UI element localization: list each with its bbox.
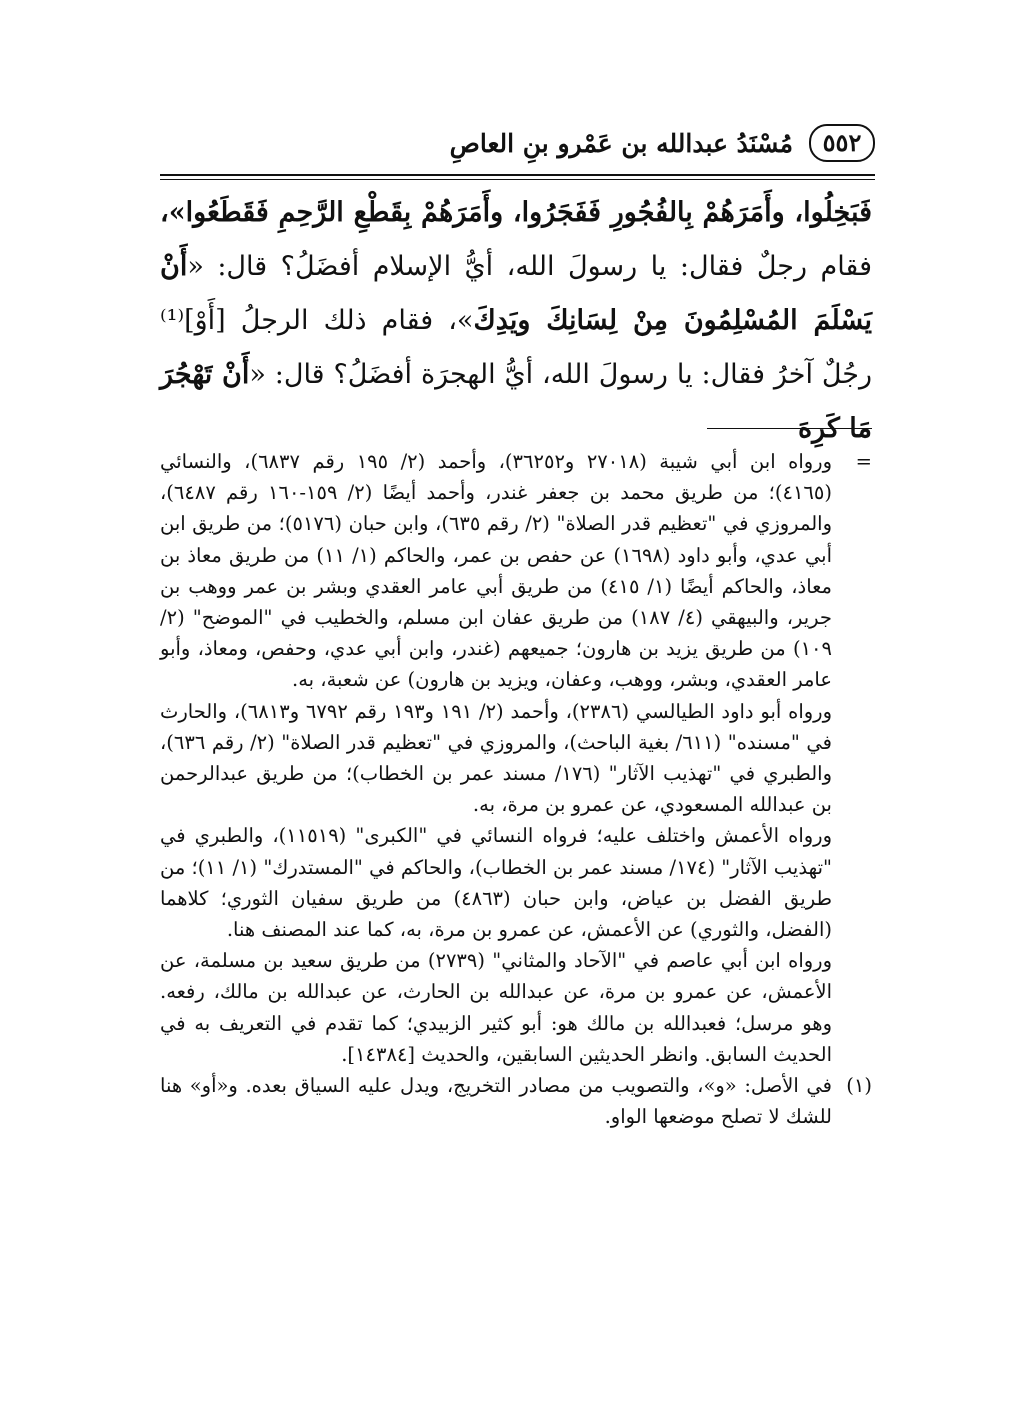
footnote-body (160, 1070, 832, 1132)
narration-text-segment: »، فقام ذلك الرجلُ [أَوْ]⁽¹⁾ رجُلٌ آخرُ فقال: يا رسولَ الله، أيُّ الهجرَة أفضَلُ؟ قال: « (160, 305, 873, 390)
page-header (160, 118, 875, 178)
header-rule-thin (160, 179, 875, 180)
footnote-paragraph: في الأصل: «و»، والتصويب من مصادر التخريج، ويدل عليه السياق بعده. و«أو» هنا للشك لا تصلح موضعها الواو. (160, 1074, 832, 1129)
footnote-body (160, 446, 832, 1070)
hadith-text-segment: أَنْ تَهْجُرَ مَا كَرِهَ (160, 359, 872, 444)
footnote-separator (707, 428, 872, 429)
header-rule-thick (160, 174, 875, 176)
footnote-paragraph: ورواه ابن أبي عاصم في "الآحاد والمثاني" (٢٧٣٩) من طريق سعيد بن مسلمة، عن الأعمش، عن عمرو بن مرة، عن عبدالله بن الحارث، عن عبدالله بن مالك، رفعه. وهو مرسل؛ فعبدالله بن مالك هو: أبو كثير الزبيدي؛ كما تقدم في التعريف به في الحديث السابق. وانظر الحديثين السابقين، والحديث [١٤٣٨٤]. (160, 949, 832, 1066)
footnote-continued (160, 446, 872, 1070)
main-text (160, 186, 872, 456)
footnote-marker: (١) (846, 1074, 872, 1098)
running-title: مُسْنَدُ عبدالله بن عَمْرو بنِ العاصِ (449, 129, 793, 158)
hadith-text-segment: أَنْ يَسْلَمَ المُسْلِمُونَ مِنْ لِسَانِكَ ويَدِكَ (160, 251, 872, 336)
narration-text-segment: فقام رجلٌ فقال: يا رسولَ الله، أيُّ الإسلام أفضَلُ؟ قال: « (187, 251, 872, 282)
page-number: ٥٥٢ (809, 124, 875, 162)
hadith-text-segment: فَبَخِلُوا، وأَمَرَهُمْ بِالفُجُورِ فَفَجَرُوا، وأَمَرَهُمْ بِقَطْعِ الرَّحِمِ فَقَطَعُوا»، (160, 197, 872, 228)
footnote-paragraph: ورواه أبو داود الطيالسي (٢٣٨٦)، وأحمد (٢/ ١٩١ و١٩٣ رقم ٦٧٩٢ و٦٨١٣)، والحارث في "مسنده" (٦١١/ بغية الباحث)، والمروزي في "تعظيم قدر الصلاة" (٢/ رقم ٦٣٦)، والطبري في "تهذيب الآثار" (١٧٦/ مسند عمر بن الخطاب)؛ من طريق عبدالرحمن بن عبدالله المسعودي، عن عمرو بن مرة، به. (160, 699, 833, 817)
footnote-paragraph: ورواه الأعمش واختلف عليه؛ فرواه النسائي في "الكبرى" (١١٥١٩)، والطبري في "تهذيب الآثار" (١٧٤/ مسند عمر بن الخطاب)، والحاكم في "المستدرك" (١/ ١١)؛ من طريق الفضل بن عياض، وابن حبان (٤٨٦٣) من طريق سفيان الثوري؛ كلاهما (الفضل، والثوري) عن الأعمش، عن عمرو بن مرة، به، كما عند المصنف هنا. (160, 824, 832, 942)
footnote-paragraph: ورواه ابن أبي شيبة (٢٧٠١٨ و٣٦٢٥٢)، وأحمد (٢/ ١٩٥ رقم ٦٨٣٧)، والنسائي (٤١٦٥)؛ من طريق محمد بن جعفر غندر، وأحمد أيضًا (٢/ ١٥٩-١٦٠ رقم ٦٤٨٧)، والمروزي في "تعظيم قدر الصلاة" (٢/ رقم ٦٣٥)، وابن حبان (٥١٧٦)؛ من طريق ابن أبي عدي، وأبو داود (١٦٩٨) عن حفص بن عمر، والحاكم (١/ ١١) من طريق معاذ بن معاذ، والحاكم أيضًا (١/ ٤١٥) من طريق أبي عامر العقدي وبشر بن عمر ووهب بن جرير، والبيهقي (٤/ ١٨٧) من طريق عفان ابن مسلم، والخطيب في "الموضح" (٢/ ١٠٩) من طريق يزيد بن هارون؛ جميعهم (غندر، وابن أبي عدي، وحفص، ومعاذ، وأبو عامر العقدي، وبشر، ووهب، وعفان، ويزيد بن هارون) عن شعبة، به. (160, 450, 832, 692)
footnote-marker: = (855, 450, 872, 473)
footnotes (160, 446, 872, 1132)
footnote-1 (160, 1070, 872, 1132)
